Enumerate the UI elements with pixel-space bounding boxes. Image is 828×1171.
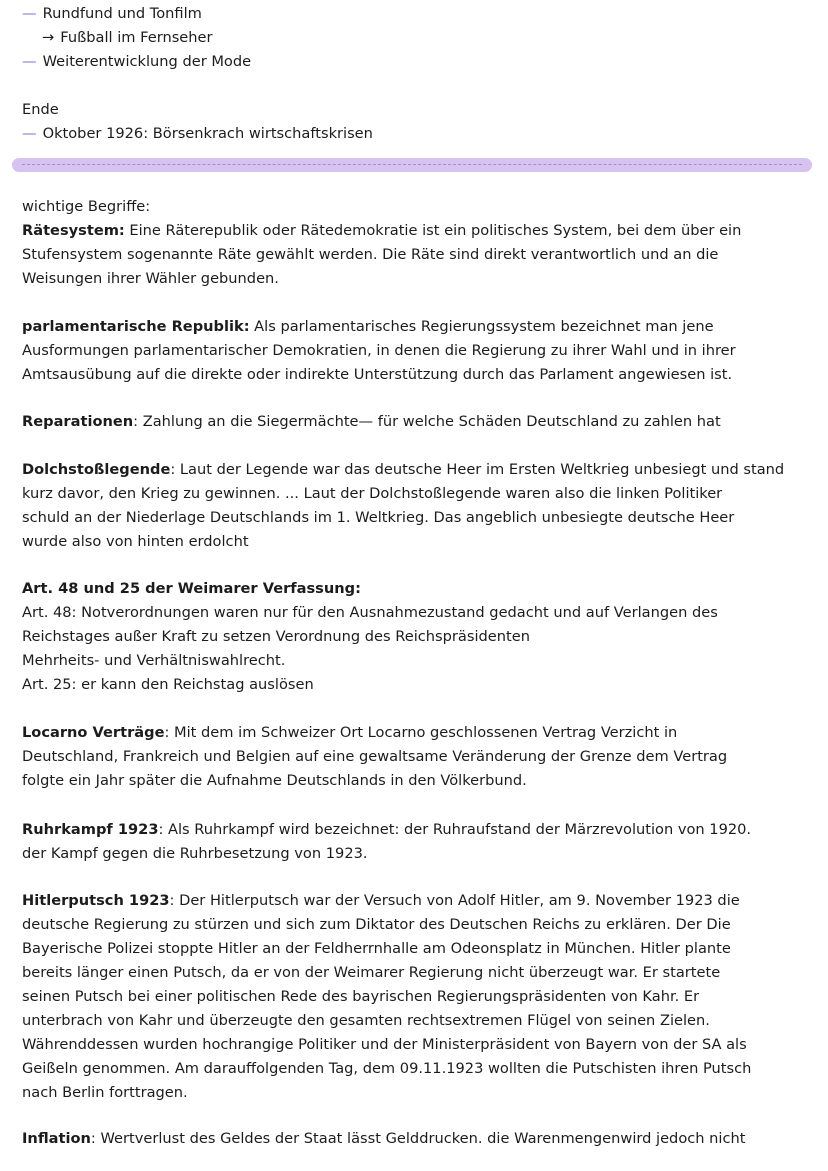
republik-line: parlamentarische Republik: Als parlamentarisches Regierungssystem bezeichnet man jene: [22, 318, 714, 335]
republik-line: Ausformungen parlamentarischer Demokratien, in denen die Regierung zu ihrer Wahl und in ihrer: [22, 342, 736, 359]
artikel-line: Art. 48: Notverordnungen waren nur für den Ausnahmezustand gedacht und auf Verlangen des: [22, 604, 718, 621]
dash-bullet-icon: —: [22, 125, 37, 142]
dash-bullet-icon: —: [22, 53, 37, 70]
inflation-line: Inflation: Wertverlust des Geldes der Staat lässt Gelddrucken. die Warenmengenwird jedoch nicht: [22, 1130, 746, 1147]
dolchstoss-line: schuld an der Niederlage Deutschlands im 1. Weltkrieg. Das angeblich unbesiegte deutsche Heer: [22, 509, 735, 526]
reparationen-line: Reparationen: Zahlung an die Siegermächte— für welche Schäden Deutschland zu zahlen hat: [22, 413, 721, 430]
artikel-line: Art. 25: er kann den Reichstag auslösen: [22, 676, 314, 693]
list-item: — Oktober 1926: Börsenkrach wirtschaftskrisen: [22, 125, 373, 142]
hitlerputsch-line: Bayerische Polizei stoppte Hitler an der Feldherrnhalle am Odeonsplatz in München. Hitler plante: [22, 940, 731, 957]
republik-line: Amtsausübung auf die direkte oder indirekte Unterstützung durch das Parlament angewiesen ist.: [22, 366, 733, 383]
artikel-line: Mehrheits- und Verhältniswahlrecht.: [22, 652, 286, 669]
locarno-line: folgte ein Jahr später die Aufnahme Deutschlands in den Völkerbund.: [22, 772, 527, 789]
hitlerputsch-line: seinen Putsch bei einer politischen Rede des bayrischen Regierungspräsidenten von Kahr. Er: [22, 988, 700, 1005]
hitlerputsch-line: Geißeln genommen. Am darauffolgenden Tag, dem 09.11.1923 wollten die Putschisten ihren Putsch: [22, 1060, 752, 1077]
raetesystem-line: Stufensystem sogenannte Räte gewählt werden. Die Räte sind direkt verantwortlich und an die: [22, 246, 719, 263]
term-hitlerputsch: Hitlerputsch 1923: [22, 892, 170, 909]
hitlerputsch-line: bereits länger einen Putsch, da er von der Weimarer Regierung nicht überzeugt war. Er startete: [22, 964, 721, 981]
term-locarno: Locarno Verträge: [22, 724, 165, 741]
ruhrkampf-line: der Kampf gegen die Ruhrbesetzung von 1923.: [22, 845, 368, 862]
hitlerputsch-line: unterbrach von Kahr und überzeugte den gesamten rechtsextremen Flügel von seinen Zielen.: [22, 1012, 710, 1029]
hitlerputsch-line: Hitlerputsch 1923: Der Hitlerputsch war der Versuch von Adolf Hitler, am 9. November 1923 die: [22, 892, 740, 909]
locarno-line: Locarno Verträge: Mit dem im Schweizer Ort Locarno geschlossenen Vertrag Verzicht in: [22, 724, 678, 741]
arrow-right-icon: →: [42, 29, 55, 46]
ruhrkampf-line: Ruhrkampf 1923: Als Ruhrkampf wird bezeichnet: der Ruhraufstand der Märzrevolution von 1920.: [22, 821, 752, 838]
list-item: — Rundfund und Tonfilm: [22, 5, 202, 22]
dolchstoss-line: wurde also von hinten erdolcht: [22, 533, 249, 550]
dolchstoss-line: Dolchstoßlegende: Laut der Legende war das deutsche Heer im Ersten Weltkrieg unbesiegt und stand: [22, 461, 785, 478]
list-item-sub: → Fußball im Fernseher: [42, 29, 213, 46]
term-raetesystem: Rätesystem:: [22, 222, 125, 239]
term-ruhrkampf: Ruhrkampf 1923: [22, 821, 159, 838]
term-artikel: Art. 48 und 25 der Weimarer Verfassung:: [22, 580, 361, 597]
divider-dashes: [22, 164, 802, 165]
raetesystem-line: Rätesystem: Eine Räterepublik oder Rätedemokratie ist ein politisches System, bei dem über ein: [22, 222, 742, 239]
section-divider: [12, 158, 812, 172]
dash-bullet-icon: —: [22, 5, 37, 22]
term-reparationen: Reparationen: [22, 413, 134, 430]
hitlerputsch-line: deutsche Regierung zu stürzen und sich zum Diktator des Deutschen Reichs zu erklären. Der Die: [22, 916, 731, 933]
term-republik: parlamentarische Republik:: [22, 318, 250, 335]
raetesystem-line: Weisungen ihrer Wähler gebunden.: [22, 270, 279, 287]
begriffe-intro: wichtige Begriffe:: [22, 198, 151, 215]
locarno-line: Deutschland, Frankreich und Belgien auf eine gewaltsame Veränderung der Grenze dem Vertrag: [22, 748, 728, 765]
hitlerputsch-line: nach Berlin forttragen.: [22, 1084, 188, 1101]
hitlerputsch-line: Währenddessen wurden hochrangige Politiker und der Ministerpräsident von Bayern von der SA als: [22, 1036, 747, 1053]
term-inflation: Inflation: [22, 1130, 91, 1147]
list-item: — Weiterentwicklung der Mode: [22, 53, 252, 70]
ende-heading: Ende: [22, 101, 59, 118]
dolchstoss-line: kurz davor, den Krieg zu gewinnen. ... Laut der Dolchstoßlegende waren also die linken Politiker: [22, 485, 723, 502]
term-dolchstoss: Dolchstoßlegende: [22, 461, 171, 478]
artikel-line: Reichstages außer Kraft zu setzen Verordnung des Reichspräsidenten: [22, 628, 530, 645]
